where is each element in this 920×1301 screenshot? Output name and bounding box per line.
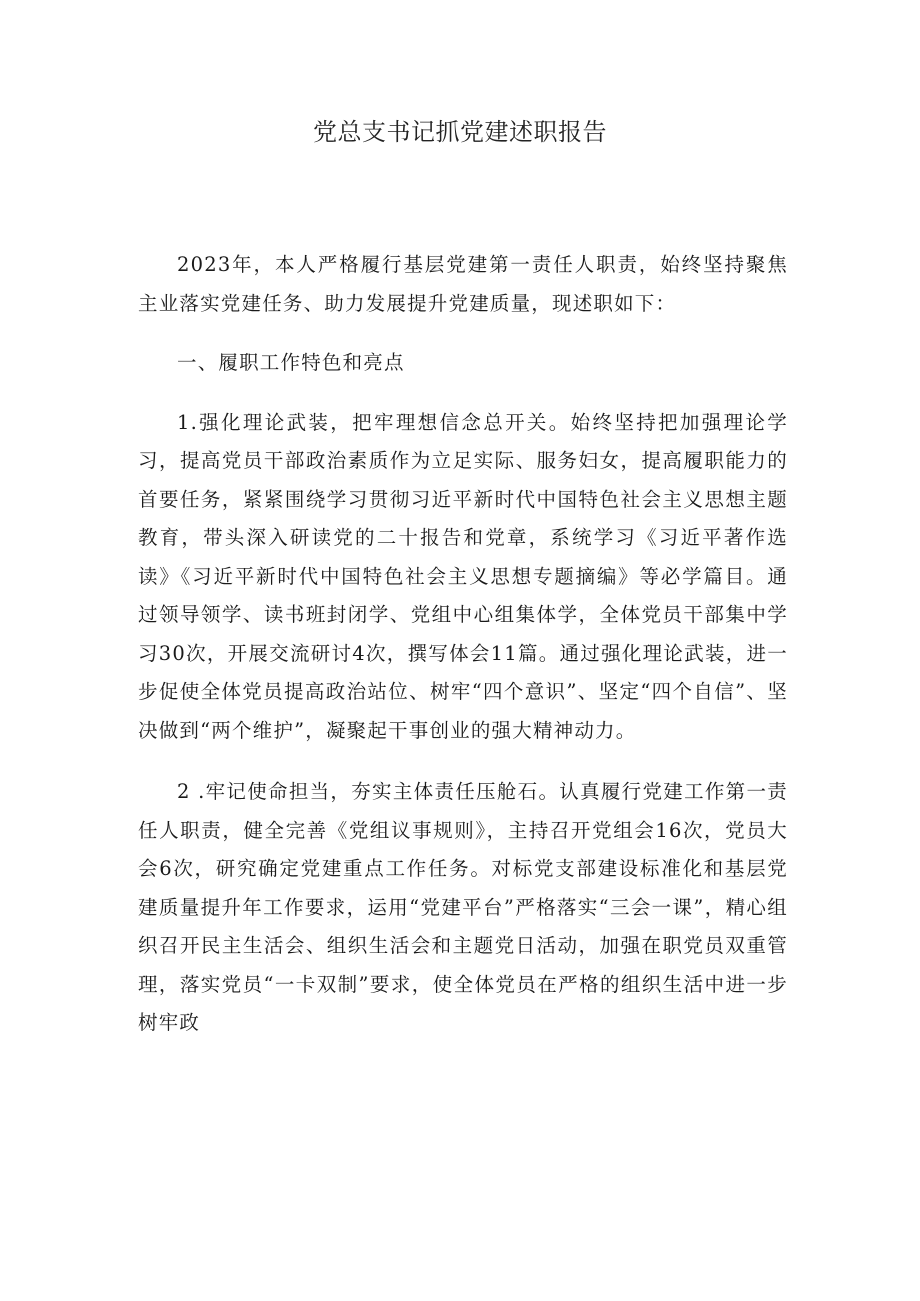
intro-paragraph: 2023年，本人严格履行基层党建第一责任人职责，始终坚持聚焦主业落实党建任务、助力发展提升党建质量，现述职如下：	[138, 253, 788, 315]
paragraph-responsibility: 2 .牢记使命担当，夯实主体责任压舱石。认真履行党建工作第一责任人职责，健全完善《党组议事规则》，主持召开党组会16次，党员大会6次，研究确定党建重点工作任务。对标党支部建设标准化和基层党建质量提升年工作要求，运用“党建平台”严格落实“三会一课”，精心组织召开民主生活会、组织生活会和主题党日活动，加强在职党员双重管理，落实党员“一卡双制”要求，使全体党员在严格的组织生活中进一步树牢政	[138, 780, 788, 1034]
paragraph-theory: 1.强化理论武装，把牢理想信念总开关。始终坚持把加强理论学习，提高党员干部政治素质作为立足实际、服务妇女，提高履职能力的首要任务，紧紧围绕学习贯彻习近平新时代中国特色社会主义思想主题教育，带头深入研读党的二十报告和党章，系统学习《习近平著作选读》《习近平新时代中国特色社会主义思想专题摘编》等必学篇目。通过领导领学、读书班封闭学、党组中心组集体学，全体党员干部集中学习30次，开展交流研讨4次，撰写体会11篇。通过强化理论武装，进一步促使全体党员提高政治站位、树牢“四个意识”、坚定“四个自信”、坚决做到“两个维护”，凝聚起干事创业的强大精神动力。	[138, 410, 788, 742]
document-body	[138, 246, 788, 1043]
section-heading: 一、履职工作特色和亮点	[177, 351, 405, 374]
document-title: 党总支书记抓党建述职报告	[313, 118, 607, 146]
